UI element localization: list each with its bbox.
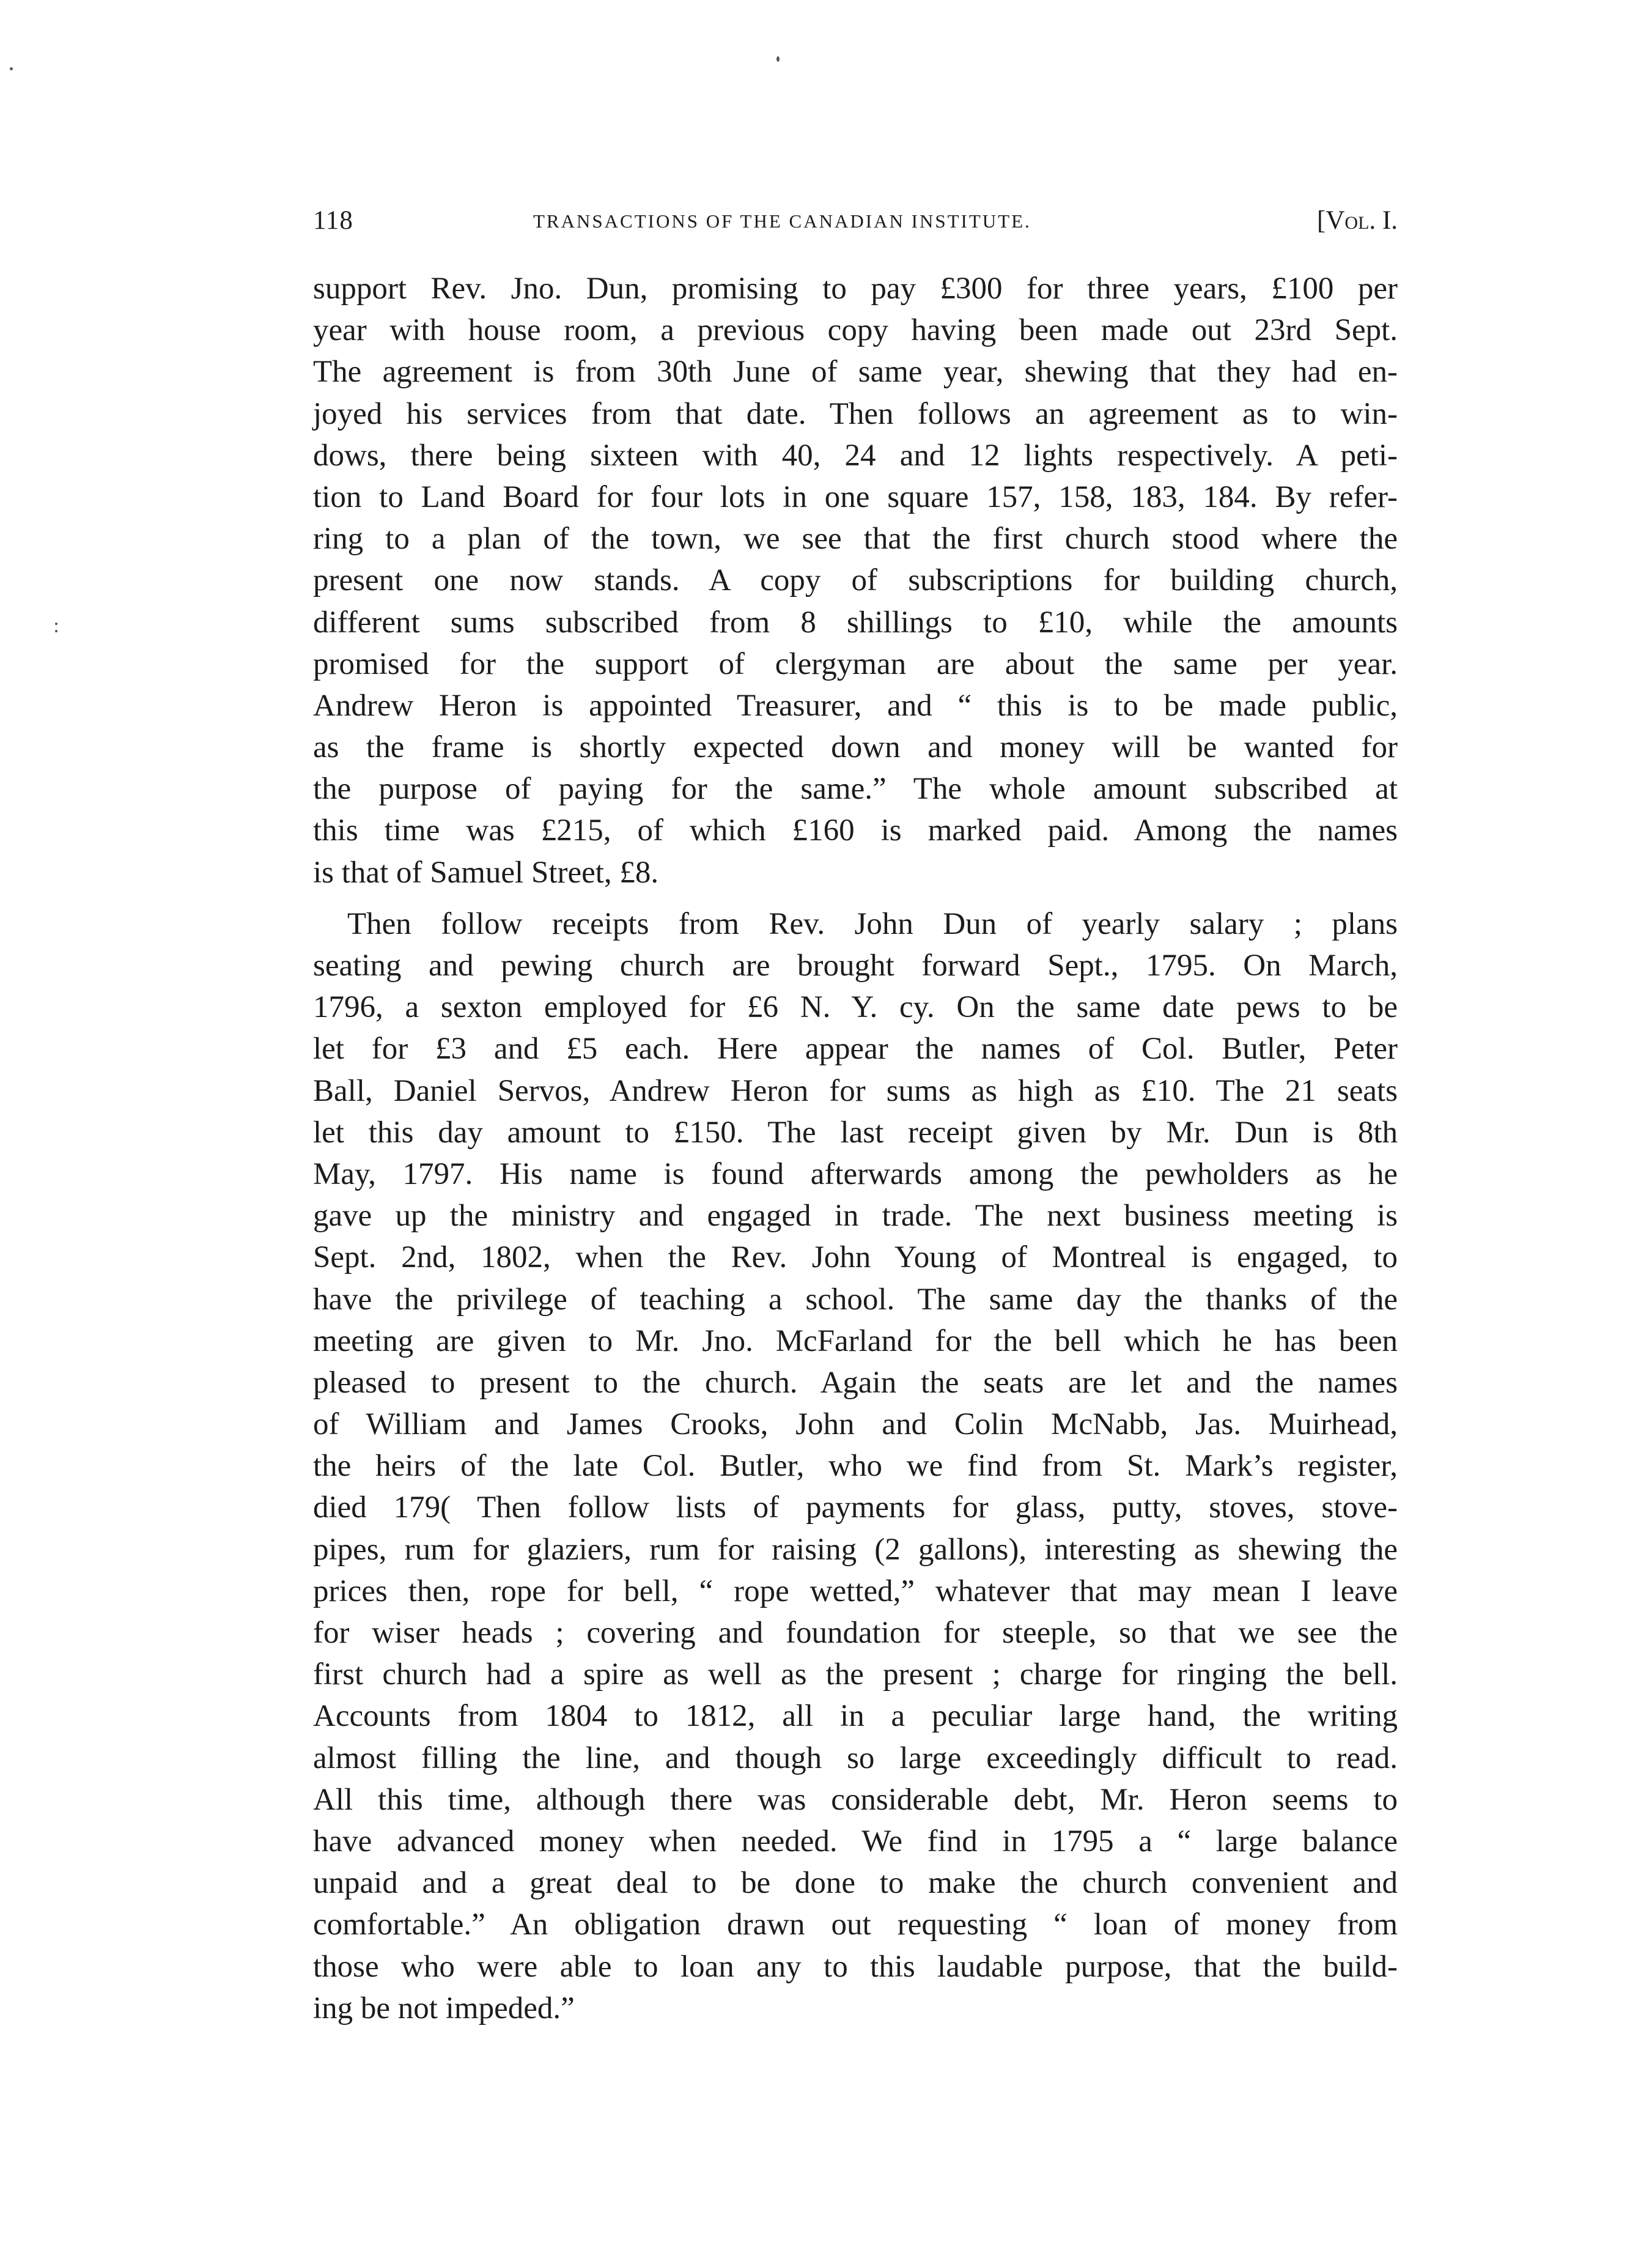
page-number: 118 [313,206,353,235]
text-line: let for £3 and £5 each. Here appear the names of Col. Butler, Peter [313,1032,1398,1067]
text-line: let this day amount to £150. The last receipt given by Mr. Dun is 8th [313,1115,1398,1150]
text-line: have the privilege of teaching a school. The same day the thanks of the [313,1282,1398,1317]
running-head: TRANSACTIONS OF THE CANADIAN INSTITUTE. [533,210,1031,232]
text-line: Accounts from 1804 to 1812, all in a peculiar large hand, the writing [313,1699,1398,1734]
scan-speck [55,623,57,625]
scan-speck [55,630,57,632]
page-header [313,205,1398,242]
volume-abbrev: Vol. [1326,206,1376,235]
text-line: The agreement is from 30th June of same year, shewing that they had en- [313,355,1398,390]
text-line: unpaid and a great deal to be done to make the church convenient and [313,1866,1398,1901]
text-line: dows, there being sixteen with 40, 24 and 12 lights respectively. A peti- [313,438,1398,473]
text-line: almost filling the line, and though so large exceedingly difficult to read. [313,1741,1398,1775]
text-line: first church had a spire as well as the present ; charge for ringing the bell. [313,1657,1398,1692]
scan-speck [776,56,780,62]
text-line: present one now stands. A copy of subscriptions for building church, [313,563,1398,598]
volume-bracket: [ [1317,206,1326,235]
text-line: the heirs of the late Col. Butler, who we find from St. Mark’s register, [313,1449,1398,1484]
text-line: the purpose of paying for the same.” The whole amount subscribed at [313,772,1398,807]
text-line: different sums subscribed from 8 shillings to £10, while the amounts [313,605,1398,640]
text-line: have advanced money when needed. We find in 1795 a “ large balance [313,1824,1398,1859]
paragraph-gap [313,893,1398,903]
text-line: prices then, rope for bell, “ rope wetted,” whatever that may mean I leave [313,1574,1398,1608]
text-line: is that of Samuel Street, £8. [313,855,659,890]
paragraph-2 [313,903,1398,2029]
text-line: 1796, a sexton employed for £6 N. Y. cy. On the same date pews to be [313,990,1398,1025]
text-line: May, 1797. His name is found afterwards among the pewholders as he [313,1156,1398,1191]
text-line: All this time, although there was considerable debt, Mr. Heron seems to [313,1782,1398,1817]
text-line: year with house room, a previous copy having been made out 23rd Sept. [313,313,1398,348]
text-line: gave up the ministry and engaged in trade. The next business meeting is [313,1199,1398,1234]
text-line: died 179( Then follow lists of payments for glass, putty, stoves, stove- [313,1490,1398,1525]
paragraph-1 [313,268,1398,893]
text-line: meeting are given to Mr. Jno. McFarland for the bell which he has been [313,1323,1398,1358]
text-line: for wiser heads ; covering and foundation for steeple, so that we see the [313,1616,1398,1650]
text-line: joyed his services from that date. Then follows an agreement as to win- [313,396,1398,431]
text-line: as the frame is shortly expected down and money will be wanted for [313,730,1398,765]
text-line: support Rev. Jno. Dun, promising to pay £300 for three years, £100 per [313,272,1398,306]
text-line: Andrew Heron is appointed Treasurer, and “ this is to be made public, [313,688,1398,723]
text-line: ring to a plan of the town, we see that the first church stood where the [313,522,1398,557]
body-text [313,268,1398,2029]
text-line: Then follow receipts from Rev. John Dun of yearly salary ; plans [347,906,1398,941]
text-line: those who were able to loan any to this laudable purpose, that the build- [313,1949,1398,1984]
text-line: Sept. 2nd, 1802, when the Rev. John Young of Montreal is engaged, to [313,1240,1398,1275]
volume-number: I. [1382,206,1398,235]
text-line: of William and James Crooks, John and Colin McNabb, Jas. Muirhead, [313,1407,1398,1442]
text-line: tion to Land Board for four lots in one square 157, 158, 183, 184. By refer- [313,479,1398,514]
text-line: ing be not impeded.” [313,1991,575,2025]
text-line: Ball, Daniel Servos, Andrew Heron for sums as high as £10. The 21 seats [313,1073,1398,1108]
text-line: promised for the support of clergyman are about the same per year. [313,646,1398,681]
text-line: this time was £215, of which £160 is marked paid. Among the names [313,813,1398,848]
scan-speck [10,67,13,70]
text-line: pipes, rum for glaziers, rum for raising (2 gallons), interesting as shewing the [313,1532,1398,1567]
text-line: comfortable.” An obligation drawn out requesting “ loan of money from [313,1907,1398,1942]
volume-label [1317,205,1398,235]
text-line: pleased to present to the church. Again the seats are let and the names [313,1365,1398,1400]
text-line: seating and pewing church are brought forward Sept., 1795. On March, [313,949,1398,983]
